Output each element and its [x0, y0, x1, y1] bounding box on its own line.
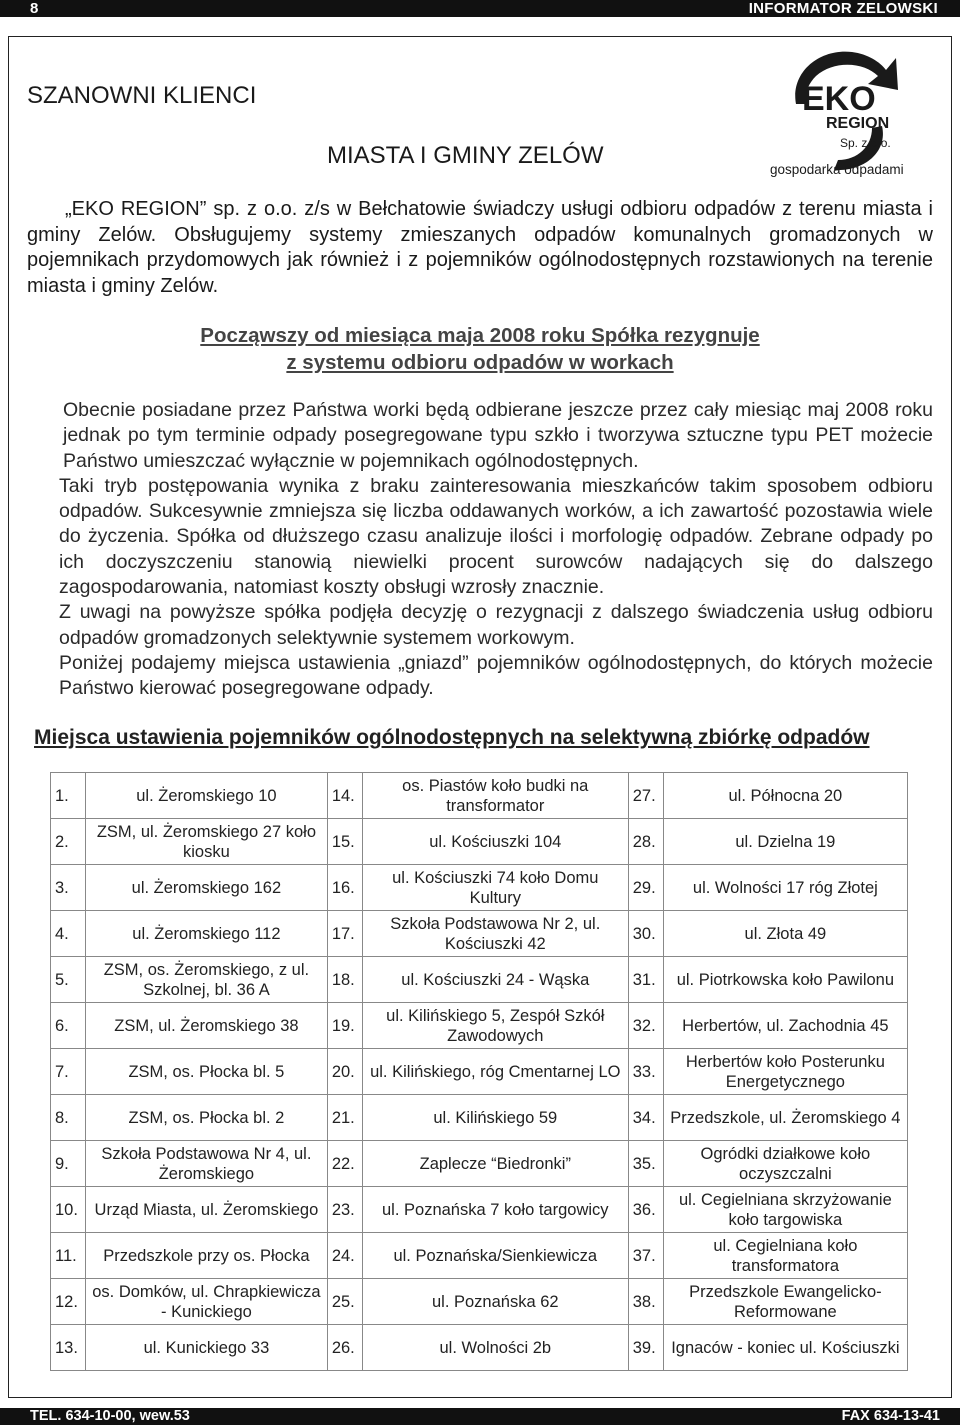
location-number: 25. — [327, 1279, 362, 1325]
location-place: Herbertów, ul. Zachodnia 45 — [663, 1003, 907, 1049]
location-place: Herbertów koło Posterunku Energetycznego — [663, 1049, 907, 1095]
table-row — [51, 911, 908, 957]
table-row — [51, 957, 908, 1003]
table-row — [51, 1141, 908, 1187]
location-place: ul. Kilińskiego 5, Zespół Szkół Zawodowych — [362, 1003, 628, 1049]
paragraph-1: Obecnie posiadane przez Państwa worki będą odbierane jeszcze przez cały miesiąc maj 2008 roku jednak po tym terminie odpady posegregowane typu szkło i tworzywa sztuczne typu PET możecie Państwo umieszczać wyłącznie w pojemnikach ogólnodostępnych. — [63, 399, 933, 472]
location-number: 3. — [51, 865, 86, 911]
location-number: 21. — [327, 1095, 362, 1141]
notice-heading — [60, 322, 900, 376]
page-number: 8 — [30, 0, 39, 17]
location-number: 26. — [327, 1325, 362, 1371]
location-place: os. Domków, ul. Chrapkiewicza - Kunickiego — [86, 1279, 328, 1325]
paragraph-2: Taki tryb postępowania wynika z braku zainteresowania mieszkańców takim sposobem odbioru odpadów. Sukcesywnie zmniejsza się liczba oddawanych worków, a ich zawartość pozostawia wiele do życzenia. Spółka od dłuższego czasu analizuje ilości i morfologię odpadów. Zebrane odpady po ich doczyszczeniu stanowią niewielki procent surowców nadających się do dalszego zagospodarowania, natomiast koszty obsługi wzrosły znacznie. — [59, 474, 933, 599]
location-number: 29. — [628, 865, 663, 911]
eko-region-logo — [768, 42, 910, 182]
table-row — [51, 1049, 908, 1095]
location-number: 35. — [628, 1141, 663, 1187]
location-place: Przedszkole, ul. Żeromskiego 4 — [663, 1095, 907, 1141]
location-number: 36. — [628, 1187, 663, 1233]
location-place: ul. Kościuszki 24 - Wąska — [362, 957, 628, 1003]
location-place: ZSM, ul. Żeromskiego 27 koło kiosku — [86, 819, 328, 865]
location-place: Przedszkole przy os. Płocka — [86, 1233, 328, 1279]
location-number: 28. — [628, 819, 663, 865]
location-number: 17. — [327, 911, 362, 957]
location-number: 11. — [51, 1233, 86, 1279]
location-number: 31. — [628, 957, 663, 1003]
location-number: 32. — [628, 1003, 663, 1049]
location-place: ZSM, os. Żeromskiego, z ul. Szkolnej, bl. 36 A — [86, 957, 328, 1003]
location-place: ul. Wolności 2b — [362, 1325, 628, 1371]
location-number: 9. — [51, 1141, 86, 1187]
paragraph-3: Z uwagi na powyższe spółka podjęła decyzję o rezygnacji z dalszego świadczenia usług odbioru odpadów gromadzonych selektywnie systemem workowym. — [59, 601, 933, 649]
logo-tagline: gospodarka odpadami — [770, 162, 904, 177]
location-place: ul. Poznańska 62 — [362, 1279, 628, 1325]
location-number: 27. — [628, 773, 663, 819]
location-number: 38. — [628, 1279, 663, 1325]
location-place: ul. Dzielna 19 — [663, 819, 907, 865]
footer-phone: TEL. 634-10-00, wew.53 — [30, 1408, 190, 1424]
location-number: 22. — [327, 1141, 362, 1187]
location-place: ul. Złota 49 — [663, 911, 907, 957]
location-number: 2. — [51, 819, 86, 865]
location-place: ul. Piotrkowska koło Pawilonu — [663, 957, 907, 1003]
locations-table — [50, 772, 908, 1371]
notice-line-1: Począwszy od miesiąca maja 2008 roku Spółka rezygnuje — [200, 324, 760, 347]
location-number: 13. — [51, 1325, 86, 1371]
location-number: 33. — [628, 1049, 663, 1095]
location-place: ul. Północna 20 — [663, 773, 907, 819]
location-place: ul. Żeromskiego 10 — [86, 773, 328, 819]
location-place: os. Piastów koło budki na transformator — [362, 773, 628, 819]
table-row — [51, 1325, 908, 1371]
location-place: ZSM, os. Płocka bl. 2 — [86, 1095, 328, 1141]
paragraph-4: Poniżej podajemy miejsca ustawienia „gniazd” pojemników ogólnodostępnych, do których możecie Państwo kierować posegregowane odpady. — [59, 651, 933, 700]
table-row — [51, 1279, 908, 1325]
footer-bar — [0, 1408, 960, 1425]
publication-name: INFORMATOR ZELOWSKI — [748, 0, 938, 17]
location-number: 19. — [327, 1003, 362, 1049]
location-place: ul. Cegielniana skrzyżowanie koło targowiska — [663, 1187, 907, 1233]
location-place: Ignaców - koniec ul. Kościuszki — [663, 1325, 907, 1371]
location-number: 24. — [327, 1233, 362, 1279]
location-number: 30. — [628, 911, 663, 957]
location-place: ul. Kunickiego 33 — [86, 1325, 328, 1371]
location-place: ul. Kościuszki 104 — [362, 819, 628, 865]
location-number: 18. — [327, 957, 362, 1003]
table-row — [51, 1187, 908, 1233]
location-place: ul. Żeromskiego 162 — [86, 865, 328, 911]
location-place: ul. Poznańska/Sienkiewicza — [362, 1233, 628, 1279]
location-place: Szkoła Podstawowa Nr 2, ul. Kościuszki 42 — [362, 911, 628, 957]
location-place: ul. Żeromskiego 112 — [86, 911, 328, 957]
table-row — [51, 773, 908, 819]
location-number: 34. — [628, 1095, 663, 1141]
location-place: Urząd Miasta, ul. Żeromskiego — [86, 1187, 328, 1233]
location-number: 14. — [327, 773, 362, 819]
table-row — [51, 1003, 908, 1049]
notice-line-2: z systemu odbioru odpadów w workach — [286, 351, 674, 374]
location-number: 15. — [327, 819, 362, 865]
location-place: ZSM, os. Płocka bl. 5 — [86, 1049, 328, 1095]
location-number: 7. — [51, 1049, 86, 1095]
table-row — [51, 1233, 908, 1279]
location-place: ul. Kilińskiego, róg Cmentarnej LO — [362, 1049, 628, 1095]
table-row — [51, 865, 908, 911]
intro-paragraph: „EKO REGION” sp. z o.o. z/s w Bełchatowie świadczy usługi odbioru odpadów z terenu miasta i gminy Zelów. Obsługujemy systemy zmieszanych odpadów komunalnych gromadzonych w pojemnikach przydomowych jak również i z pojemników ogólnodostępnych rozstawionych na terenie miasta i gminy Zelów. — [27, 198, 933, 297]
location-place: ul. Wolności 17 róg Złotej — [663, 865, 907, 911]
footer-fax: FAX 634-13-41 — [841, 1408, 940, 1424]
location-place: ZSM, ul. Żeromskiego 38 — [86, 1003, 328, 1049]
location-number: 6. — [51, 1003, 86, 1049]
greeting-heading: SZANOWNI KLIENCI — [27, 82, 257, 109]
location-place: ul. Kościuszki 74 koło Domu Kultury — [362, 865, 628, 911]
body-text — [27, 398, 933, 702]
location-number: 1. — [51, 773, 86, 819]
table-row — [51, 1095, 908, 1141]
location-number: 37. — [628, 1233, 663, 1279]
logo-region: REGION — [826, 115, 890, 132]
location-number: 8. — [51, 1095, 86, 1141]
location-place: Szkoła Podstawowa Nr 4, ul. Żeromskiego — [86, 1141, 328, 1187]
header-bar — [0, 0, 960, 17]
location-number: 5. — [51, 957, 86, 1003]
location-place: ul. Poznańska 7 koło targowicy — [362, 1187, 628, 1233]
location-number: 16. — [327, 865, 362, 911]
location-place: Zaplecze “Biedronki” — [362, 1141, 628, 1187]
location-place: ul. Kilińskiego 59 — [362, 1095, 628, 1141]
location-number: 39. — [628, 1325, 663, 1371]
logo-company-form: Sp. z o.o. — [840, 136, 891, 150]
location-number: 20. — [327, 1049, 362, 1095]
location-number: 10. — [51, 1187, 86, 1233]
logo-brand: EKO — [802, 80, 876, 118]
subtitle-heading: MIASTA I GMINY ZELÓW — [327, 142, 604, 169]
location-number: 23. — [327, 1187, 362, 1233]
location-number: 4. — [51, 911, 86, 957]
location-place: ul. Cegielniana koło transformatora — [663, 1233, 907, 1279]
table-row — [51, 819, 908, 865]
location-place: Ogródki działkowe koło oczyszczalni — [663, 1141, 907, 1187]
location-place: Przedszkole Ewangelicko-Reformowane — [663, 1279, 907, 1325]
location-number: 12. — [51, 1279, 86, 1325]
table-title: Miejsca ustawienia pojemników ogólnodostępnych na selektywną zbiórkę odpadów — [34, 726, 870, 749]
